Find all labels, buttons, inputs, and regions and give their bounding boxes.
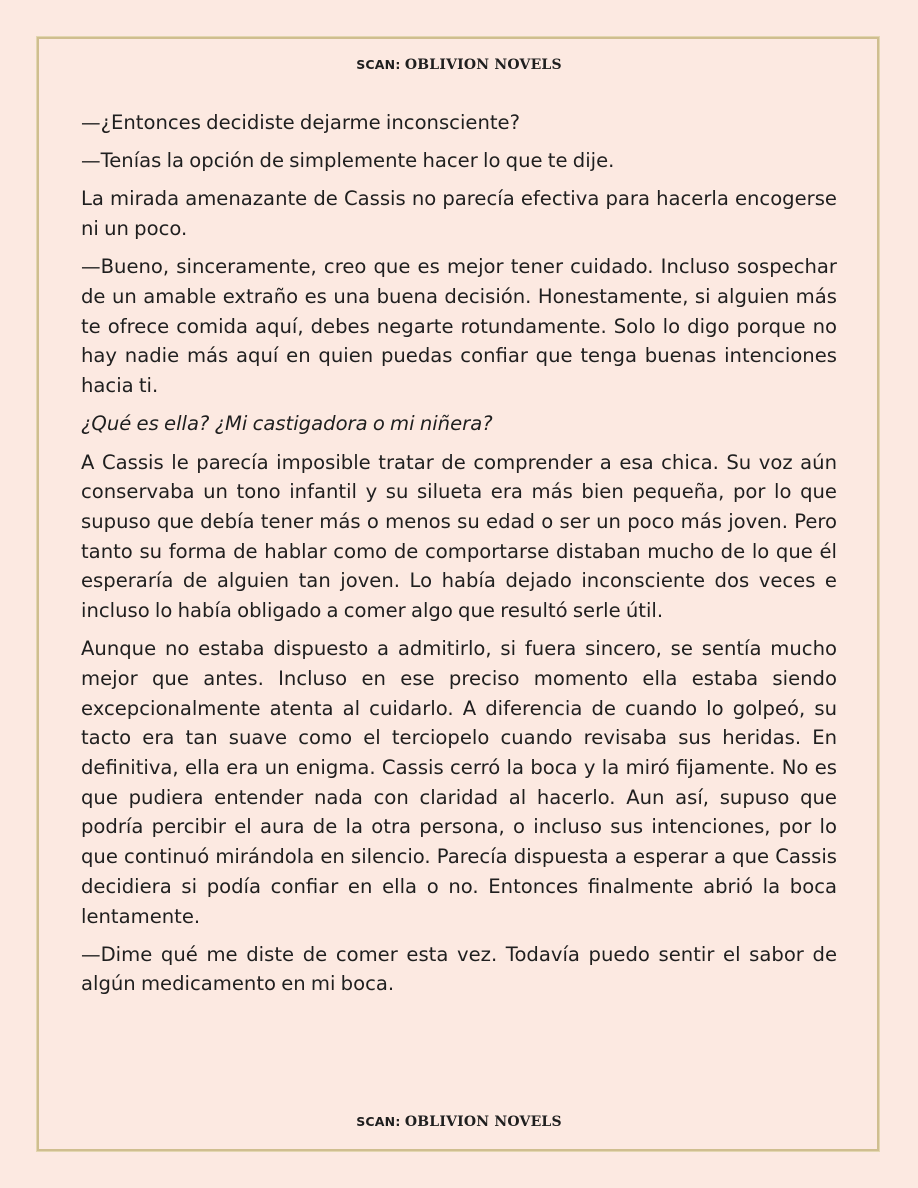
paragraph-3: La mirada amenazante de Cassis no parecía efectiva para hacerla encogerse ni un poco. xyxy=(81,187,837,241)
scan-credit-footer xyxy=(0,1114,918,1130)
paragraph-6: A Cassis le parecía imposible tratar de comprender a esa chica. Su voz aún conservaba un tono infantil y su silueta era más bien pequeña, por lo que supuso que debía tener más o menos su edad o ser un poco más joven. Pero tanto su forma de hablar como de comportarse distaban mucho de lo que él esperaría de alguien tan joven. Lo había dejado inconsciente dos veces e incluso lo había obligado a comer algo que resultó serle útil. xyxy=(81,450,837,623)
paragraph-7: Aunque no estaba dispuesto a admitirlo, si fuera sincero, se sentía mucho mejor que antes. Incluso en ese preciso momento ella estaba siendo excepcionalmente atenta al cuidarlo. A diferencia de cuando lo golpeó, su tacto era tan suave como el terciopelo cuando revisaba sus heridas. En definitiva, ella era un enigma. Cassis cerró la boca y la miró fijamente. No es que pudiera entender nada con claridad al hacerlo. Aun así, supuso que podría percibir el aura de la otra persona, o incluso sus intenciones, por lo que continuó mirándola en silencio. Parecía dispuesta a esperar a que Cassis decidiera si podía confiar en ella o no. Entonces finalmente abrió la boca lentamente. xyxy=(81,637,837,928)
paragraph-5-thought: ¿Qué es ella? ¿Mi castigadora o mi niñera? xyxy=(81,412,493,436)
scan-label: SCAN: xyxy=(356,57,401,72)
scan-group-name: OBLIVION NOVELS xyxy=(404,1114,562,1130)
scan-label: SCAN: xyxy=(356,1114,401,1129)
scan-group-name: OBLIVION NOVELS xyxy=(404,57,562,73)
page-body xyxy=(81,108,837,1008)
paragraph-1: —¿Entonces decidiste dejarme inconsciente? xyxy=(81,111,521,134)
paragraph-8: —Dime qué me diste de comer esta vez. Todavía puedo sentir el sabor de algún medicamento en mi boca. xyxy=(81,942,837,996)
paragraph-2: —Tenías la opción de simplemente hacer lo que te dije. xyxy=(81,149,615,173)
paragraph-4: —Bueno, sinceramente, creo que es mejor tener cuidado. Incluso sospechar de un amable extraño es una buena decisión. Honestamente, si alguien más te ofrece comida aquí, debes negarte rotundamente. Solo lo digo porque no hay nadie más aquí en quien puedas confiar que tenga buenas intenciones hacia ti. xyxy=(81,255,837,398)
scan-credit-header xyxy=(0,57,918,73)
